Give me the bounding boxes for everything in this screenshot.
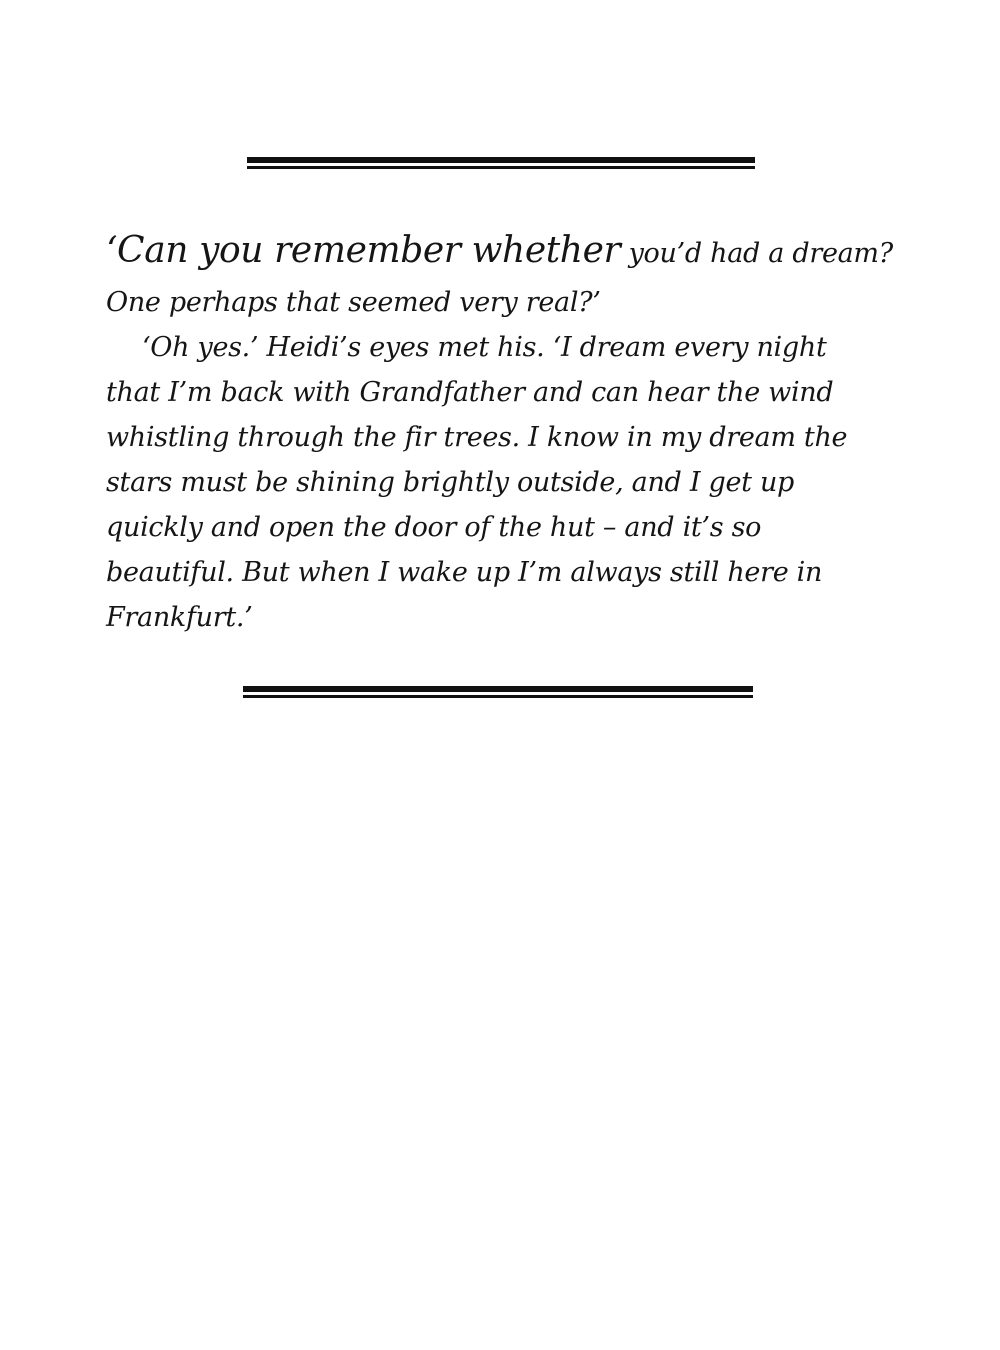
passage-line-9: Frankfurt.’ [106, 602, 253, 633]
passage-line-4: that I’m back with Grandfather and can hear the wind [106, 377, 834, 408]
bottom-double-rule [243, 686, 753, 700]
passage-line-8: beautiful. But when I wake up I’m always still here in [106, 557, 823, 588]
passage-line-3: ‘Oh yes.’ Heidi’s eyes met his. ‘I dream every night [142, 332, 827, 363]
top-rule-thin-line [247, 166, 755, 169]
passage-opening-rest: you’d had a dream? [620, 238, 893, 269]
passage-opening-lead: ‘Can you remember whether [106, 230, 621, 271]
passage-line-1 [106, 222, 896, 280]
top-double-rule [247, 157, 755, 171]
quoted-passage [106, 222, 896, 640]
bottom-rule-thick-line [243, 686, 753, 692]
passage-line-2: One perhaps that seemed very real?’ [106, 287, 601, 318]
passage-line-7: quickly and open the door of the hut – and it’s so [106, 512, 762, 543]
passage-line-5: whistling through the fir trees. I know in my dream the [106, 422, 848, 453]
top-rule-thick-line [247, 157, 755, 163]
passage-line-6: stars must be shining brightly outside, and I get up [106, 467, 795, 498]
bottom-rule-thin-line [243, 695, 753, 698]
